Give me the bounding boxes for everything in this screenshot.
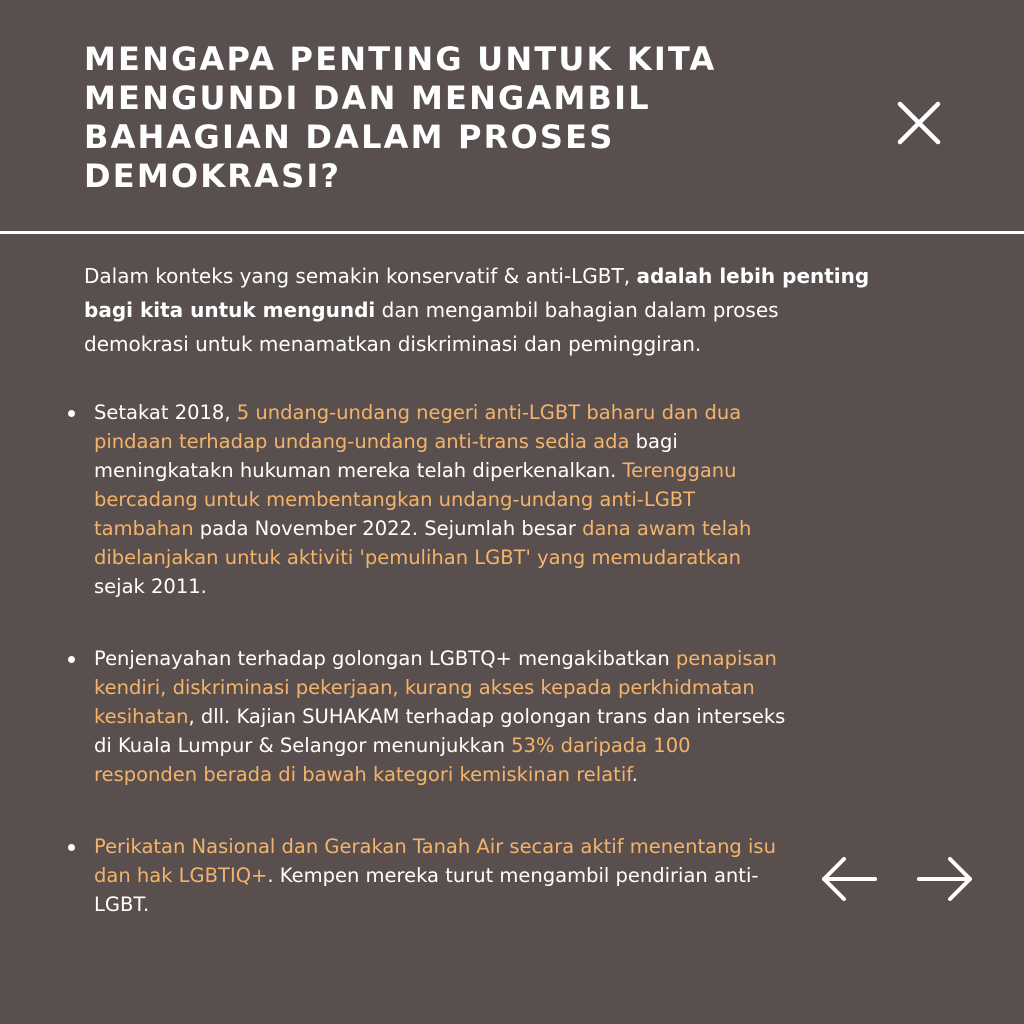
close-button[interactable] xyxy=(893,97,945,149)
bullet-3-text: . Kempen mereka turut mengambil pendirian anti-LGBT. xyxy=(94,864,759,916)
close-icon xyxy=(893,97,945,149)
bullet-list xyxy=(68,398,798,919)
bullet-2-text: . xyxy=(631,763,638,786)
next-button[interactable] xyxy=(916,855,974,903)
bullet-2-highlight: 53% daripada 100 responden berada di bawah kategori kemiskinan relatif xyxy=(94,734,691,786)
bullet-1-text: pada November 2022. Sejumlah besar xyxy=(193,517,583,540)
bullet-2-text: Penjenayahan terhadap golongan LGBTQ+ mengakibatkan xyxy=(94,647,676,670)
bullet-1-text: sejak 2011. xyxy=(94,575,207,598)
intro-text-1: Dalam konteks yang semakin konservatif & anti-LGBT, xyxy=(84,264,637,288)
bullet-item-3 xyxy=(68,832,798,919)
bullet-2-text: , dll. Kajian SUHAKAM terhadap golongan trans dan interseks di Kuala Lumpur & Selangor menunjukkan xyxy=(94,705,786,757)
bullet-3-highlight: Perikatan Nasional dan Gerakan Tanah Air secara aktif menentang isu dan hak LGBTIQ+ xyxy=(94,835,776,887)
bullet-1-highlight: Terengganu bercadang untuk membentangkan undang-undang anti-LGBT tambahan xyxy=(94,459,737,540)
intro-text-2: dan mengambil bahagian dalam proses demokrasi untuk menamatkan diskriminasi dan peminggiran. xyxy=(84,298,779,356)
bullet-2-highlight: penapisan kendiri, diskriminasi pekerjaan, kurang akses kepada perkhidmatan kesihatan xyxy=(94,647,777,728)
arrow-left-icon xyxy=(820,855,878,903)
previous-button[interactable] xyxy=(820,855,878,903)
bullet-item-1 xyxy=(68,398,798,601)
bullet-1-text: bagi meningkatakn hukuman mereka telah diperkenalkan. xyxy=(94,430,678,482)
bullet-1-highlight: 5 undang-undang negeri anti-LGBT baharu dan dua pindaan terhadap undang-undang anti-trans sedia ada xyxy=(94,401,742,453)
title-divider xyxy=(0,231,1024,234)
bullet-1-text: Setakat 2018, xyxy=(94,401,237,424)
intro-bold-text: adalah lebih penting bagi kita untuk mengundi xyxy=(84,264,870,322)
page-title: MENGAPA PENTING UNTUK KITA MENGUNDI DAN MENGAMBIL BAHAGIAN DALAM PROSES DEMOKRASI? xyxy=(84,40,717,195)
bullet-item-2 xyxy=(68,644,798,789)
bullet-1-highlight: dana awam telah dibelanjakan untuk aktiviti 'pemulihan LGBT' yang memudaratkan xyxy=(94,517,752,569)
intro-paragraph xyxy=(84,259,884,361)
arrow-right-icon xyxy=(916,855,974,903)
